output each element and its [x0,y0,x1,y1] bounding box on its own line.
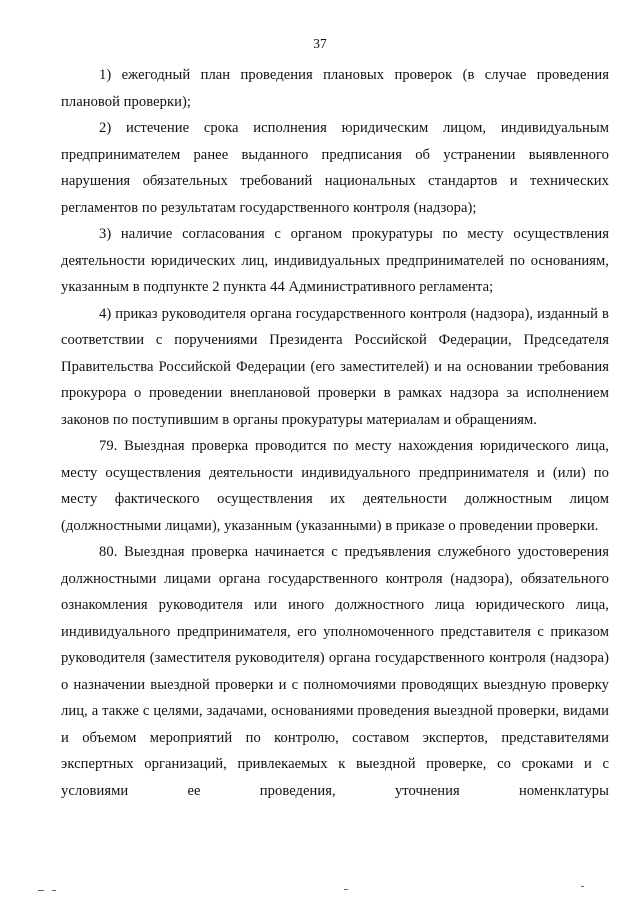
scan-speck [344,889,348,890]
page-number: 37 [313,36,327,51]
scan-speck [52,890,56,891]
paragraph-80: 80. Выездная проверка начинается с предъявления служебного удостоверения должностными лицами органа государственного контроля (надзора), обязательного ознакомления руководителя или иного должностного лица юридического лица, индивидуального предпринимателя, его уполномоченного представителя с приказом руководителя (заместителя руководителя) органа государственного контроля (надзора) о назначении выездной проверки и с полномочиями проводящих выездную проверку лиц, а также с целями, задачами, основаниями проведения выездной проверки, видами и объемом мероприятий по контролю, составом экспертов, представителями экспертных организаций, привлекаемых к выездной проверке, со сроками и с условиями ее проведения, уточнения номенклатуры [61,544,609,799]
paragraph-item-3: 3) наличие согласования с органом прокуратуры по месту осуществления деятельности юридических лиц, индивидуальных предпринимателей по основаниям, указанным в подпункте 2 пункта 44 Административного регламента; [61,226,609,295]
paragraph-item-4: 4) приказ руководителя органа государственного контроля (надзора), изданный в соответствии с поручениями Президента Российской Федерации, Председателя Правительства Российской Федерации (его заместителей) и на основании требования прокурора о проведении внеплановой проверки в рамках надзора за исполнением законов по поступившим в органы прокуратуры материалам и обращениям. [61,305,609,428]
paragraph-item-1: 1) ежегодный план проведения плановых проверок (в случае проведения плановой проверки); [61,67,609,110]
scan-speck [38,890,44,891]
paragraph-item-2: 2) истечение срока исполнения юридическим лицом, индивидуальным предпринимателем ранее выданного предписания об устранении выявленного нарушения обязательных требований национальных стандартов и технических регламентов по результатам государственного контроля (надзора); [61,120,609,216]
paragraph-79: 79. Выездная проверка проводится по месту нахождения юридического лица, месту осуществления деятельности индивидуального предпринимателя и (или) по месту фактического осуществления их деятельности должностным лицом (должностными лицами), указанным (указанными) в приказе о проведении проверки. [61,438,609,534]
document-body [61,62,609,804]
scan-speck [581,886,584,887]
